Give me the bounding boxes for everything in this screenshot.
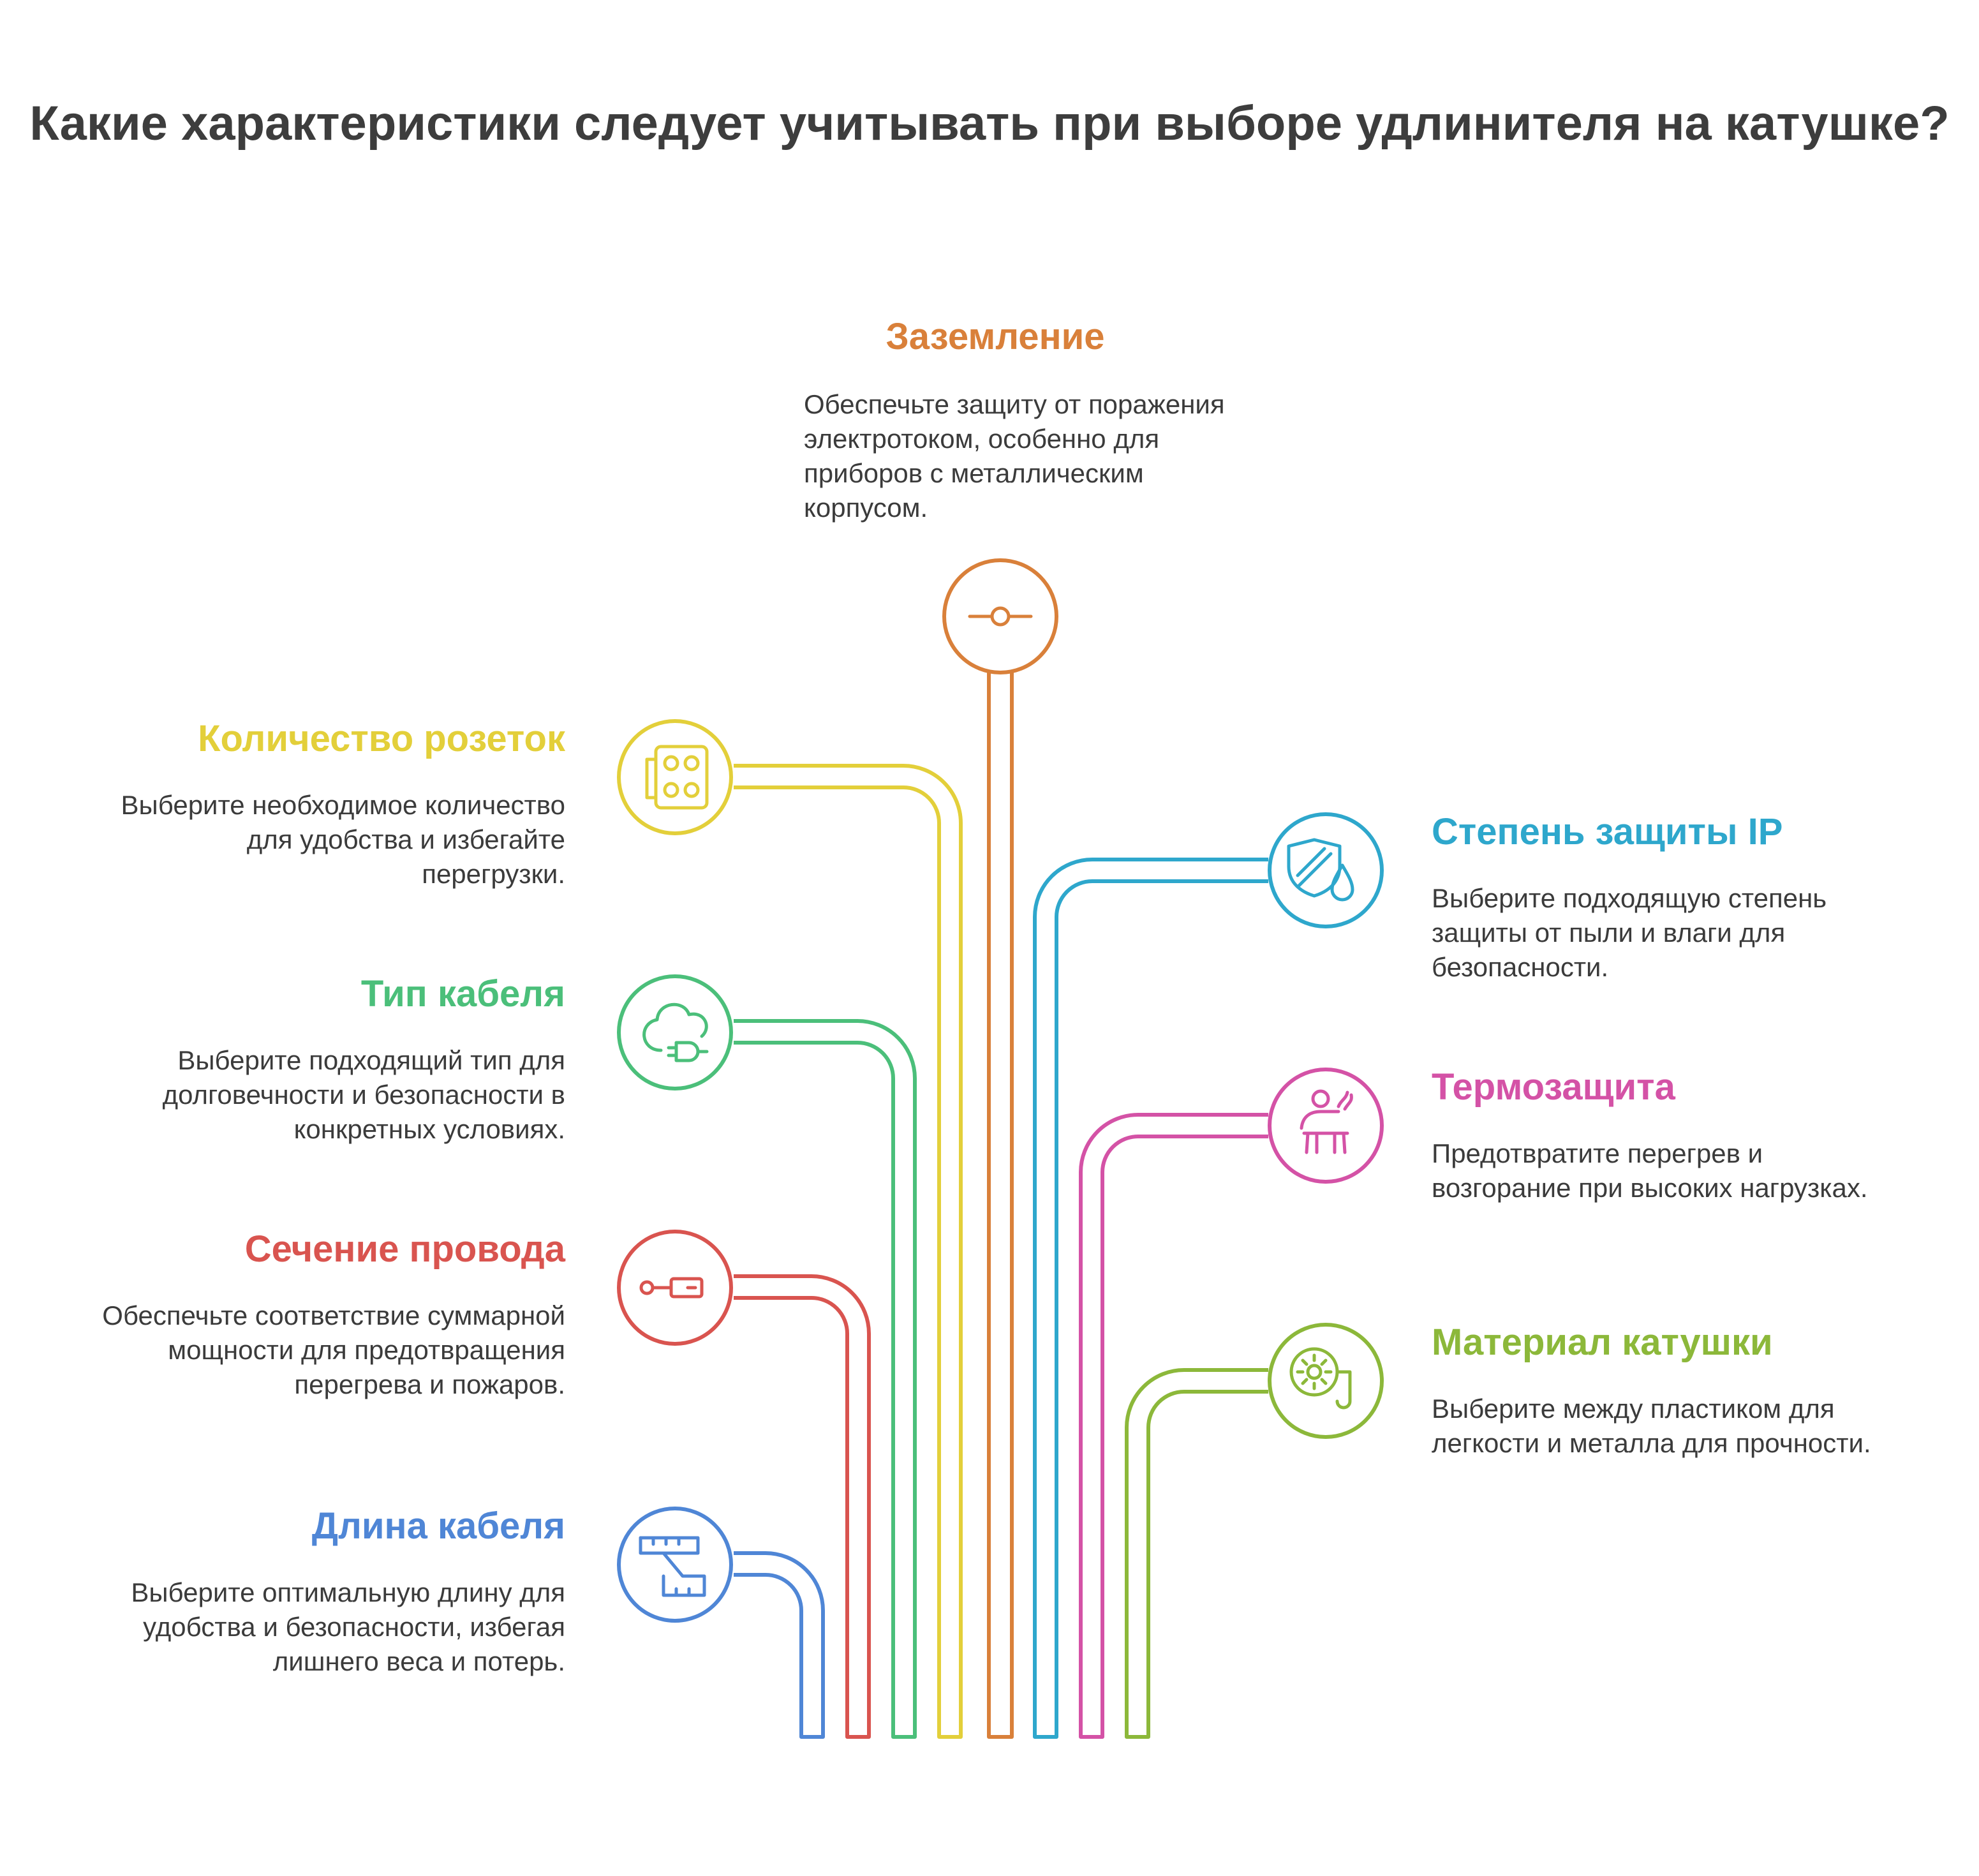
page-title: Какие характеристики следует учитывать при выборе удлинителя на катушке? — [29, 96, 1950, 151]
thermal-heading: Термозащита — [1432, 1066, 1675, 1108]
outlets-text: Выберите необходимое количество для удобства и избегайте перегрузки. — [121, 790, 565, 889]
cable-length-heading: Длина кабеля — [311, 1505, 565, 1547]
item-wire-section — [102, 1228, 565, 1402]
pipe-thermal — [1081, 1115, 1268, 1737]
reel-text: Выберите между пластиком для легкости и металла для прочности. — [1432, 1394, 1871, 1458]
ip-rating-circle — [1270, 814, 1382, 927]
ip-rating-heading: Степень защиты IP — [1432, 811, 1783, 852]
grounding-text: Обеспечьте защиту от поражения электротоком, особенно для приборов с металлическим корпусом. — [804, 389, 1225, 523]
item-outlets — [102, 717, 565, 891]
ip-rating-text: Выберите подходящую степень защиты от пыли и влаги для безопасности. — [1432, 883, 1827, 982]
thermal-circle — [1270, 1069, 1382, 1182]
item-reel — [1432, 1321, 1891, 1461]
reel-heading: Материал катушки — [1432, 1321, 1773, 1363]
cable-type-text: Выберите подходящий тип для долговечности и безопасности в конкретных условиях. — [162, 1045, 565, 1144]
grounding-circle — [944, 560, 1056, 673]
item-grounding — [804, 315, 1225, 525]
pipe-cable-length — [734, 1553, 823, 1737]
item-cable-type — [102, 972, 565, 1147]
reel-circle — [1270, 1325, 1382, 1437]
grounding-heading: Заземление — [886, 316, 1105, 357]
item-thermal — [1432, 1066, 1891, 1205]
pipe-reel — [1127, 1370, 1268, 1737]
outlets-heading: Количество розеток — [198, 718, 565, 759]
cable-type-circle — [619, 976, 731, 1089]
thermal-text: Предотвратите перегрев и возгорание при высоких нагрузках. — [1432, 1138, 1868, 1203]
outlets-circle — [619, 721, 731, 833]
item-ip-rating — [1432, 810, 1891, 985]
pipe-grounding — [989, 670, 1012, 1737]
cable-type-heading: Тип кабеля — [360, 973, 565, 1015]
wire-section-text: Обеспечьте соответствие суммарной мощности для предотвращения перегрева и пожаров. — [102, 1300, 565, 1399]
wire-section-circle — [619, 1232, 731, 1344]
item-cable-length — [102, 1505, 565, 1679]
wire-section-heading: Сечение провода — [244, 1228, 565, 1270]
cable-length-text: Выберите оптимальную длину для удобства и безопасности, избегая лишнего веса и потерь. — [131, 1577, 565, 1676]
pipe-ip-rating — [1035, 860, 1268, 1737]
